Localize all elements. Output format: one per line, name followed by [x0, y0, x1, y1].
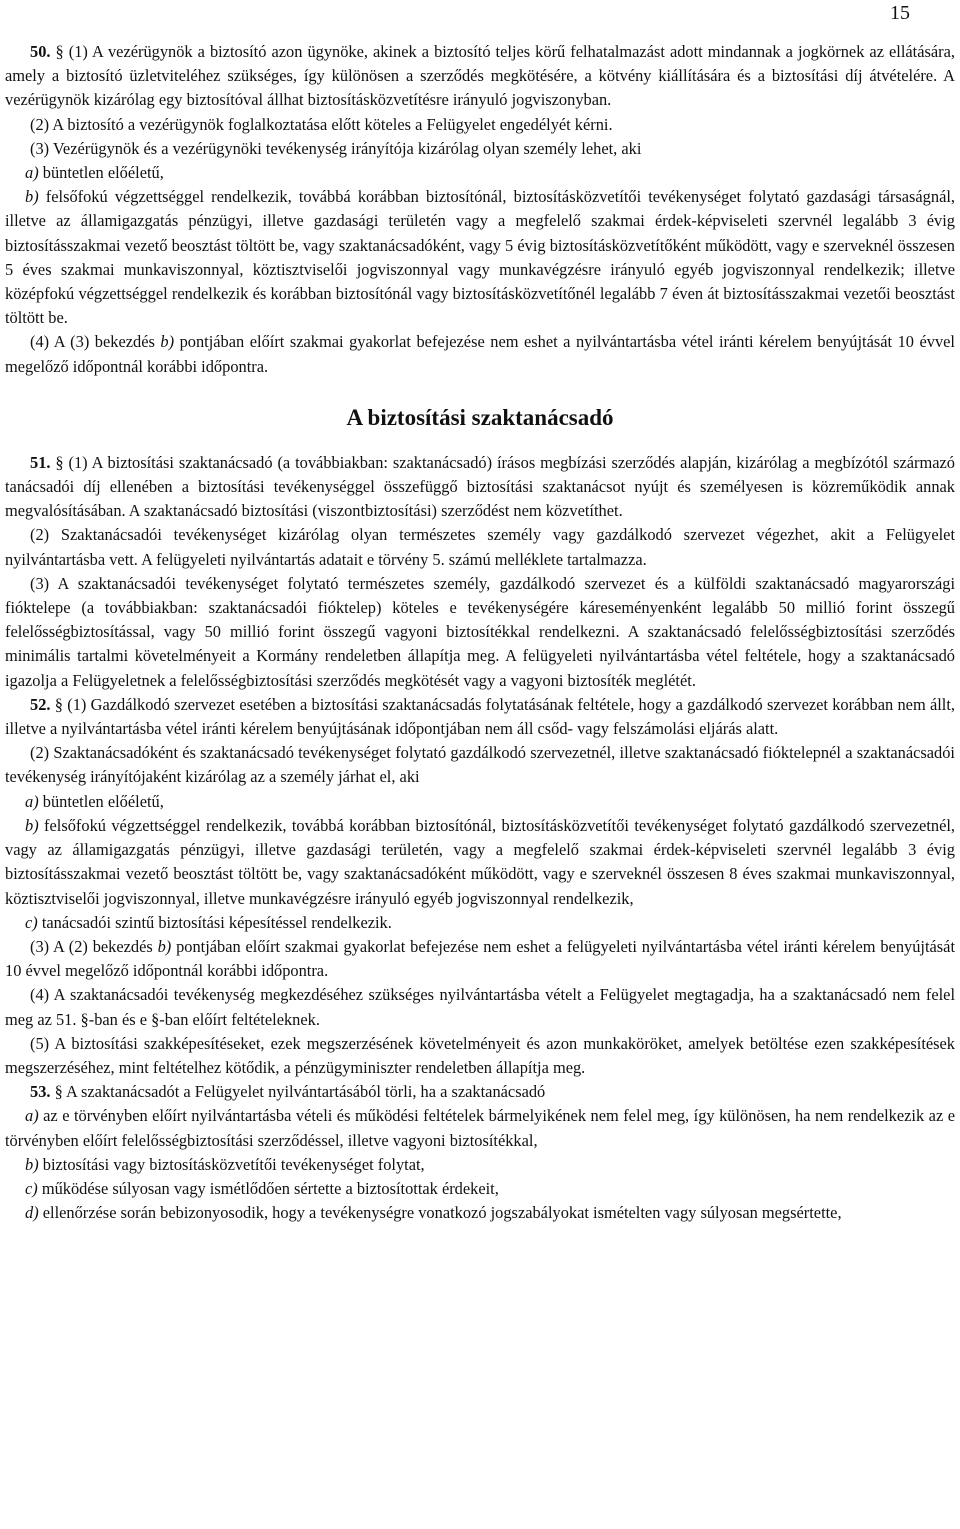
paragraph — [5, 790, 955, 814]
paragraph — [5, 451, 955, 524]
section-number: 53. — [30, 1082, 51, 1102]
paragraph-text: (2) A biztosító a vezérügynök foglalkoztatása előtt köteles a Felügyelet engedélyét kérni. — [30, 114, 613, 134]
paragraph — [5, 40, 955, 113]
paragraph — [5, 1104, 955, 1152]
paragraph-text: felsőfokú végzettséggel rendelkezik, továbbá korábban biztosítónál, biztosításközvetítői tevékenységet folytató gazdálkodó szervezetnél, vagy az államigazgatás pénzügyi, illetve gazdasági területén, vagy a megfelelő szakmai érdek-képviseleti szervnél legalább 3 évig biztosításszakmai vezető beosztást töltött be, vagy szaktanácsadóként működött, vagy e szerveknél összesen 8 éves szakmai munkaviszonnyal, köztisztviselői jogviszonnyal, illetve munkavégzésre irányuló egyéb jogviszonnyal rendelkezik, — [5, 815, 955, 908]
paragraph — [5, 113, 955, 137]
paragraph — [5, 935, 955, 983]
paragraph — [5, 1201, 955, 1225]
paragraph-text: (4) A szaktanácsadói tevékenység megkezdéséhez szükséges nyilvántartásba vételt a Felügyelet megtagadja, ha a szaktanácsadó nem felel meg az 51. §-ban és e §-ban előírt feltételeknek. — [5, 985, 955, 1029]
paragraph-text: (2) Szaktanácsadóként és szaktanácsadó tevékenységet folytató gazdálkodó szervezetnél, illetve szaktanácsadó fióktelepnél a szaktanácsadói tevékenység irányítójaként kizárólag az a személy járhat el, aki — [5, 743, 955, 787]
section-heading: A biztosítási szaktanácsadó — [346, 404, 614, 430]
paragraph — [5, 983, 955, 1031]
paragraph — [5, 185, 955, 330]
point-reference: b) — [160, 332, 175, 352]
paragraph — [5, 911, 955, 935]
paragraph — [5, 161, 955, 185]
paragraph — [5, 693, 955, 741]
document-body — [5, 40, 955, 1225]
paragraph-text: § (1) A vezérügynök a biztosító azon ügynöke, akinek a biztosító teljes körű felhatalmazást adott mindannak a jogkörnek az ellátására, amely a biztosító üzletviteléhez szükséges, így különösen a szerződés megkötésére, a kötvény kiállítására és a biztosítási díj átvételére. A vezérügynök kizárólag egy biztosítóval állhat biztosításközvetítésre irányuló jogviszonyban. — [5, 42, 955, 110]
paragraph — [5, 1032, 955, 1080]
paragraph-text: ellenőrzése során bebizonyosodik, hogy a tevékenységre vonatkozó jogszabályokat ismételten vagy súlyosan megsértette, — [38, 1203, 842, 1223]
paragraph-text: (3) A (2) bekezdés — [30, 936, 158, 956]
point-letter: a) — [25, 791, 39, 811]
paragraph — [5, 137, 955, 161]
paragraph-text: (5) A biztosítási szakképesítéseket, ezek megszerzésének követelményeit és azon munkaköröket, amelyek betöltése ezen szakképesítések megszerzéséhez, mint feltételhez kötődik, a pénzügyminiszter rendeletben állapítja meg. — [5, 1033, 955, 1077]
section-number: 51. — [30, 452, 51, 472]
page-number: 15 — [890, 2, 910, 24]
paragraph-text: pontjában előírt szakmai gyakorlat befejezése nem eshet a felügyeleti nyilvántartásba vétel iránti kérelem benyújtását 10 évvel megelőző időpontnál korábbi időpontra. — [5, 936, 955, 981]
point-letter: a) — [25, 1106, 39, 1126]
paragraph-text: pontjában előírt szakmai gyakorlat befejezése nem eshet a nyilvántartásba vétel iránti kérelem benyújtását 10 évvel megelőző időpontnál korábbi időpontra. — [5, 332, 955, 376]
paragraph-text: (4) A (3) bekezdés — [30, 332, 161, 352]
paragraph-text: büntetlen előéletű, — [38, 791, 164, 811]
paragraph-text: az e törvényben előírt nyilvántartásba vételi és működési feltételek bármelyikének nem felel meg, így különösen, ha nem rendelkezik az e törvényben előírt felelősségbiztosítási szerződéssel, illetve vagyoni biztosítékkal, — [5, 1106, 955, 1150]
paragraph-text: tanácsadói szintű biztosítási képesítéssel rendelkezik. — [37, 912, 392, 932]
paragraph-text: büntetlen előéletű, — [38, 163, 164, 183]
sections-51-53 — [5, 451, 955, 1226]
section-number: 50. — [30, 42, 51, 61]
paragraph — [5, 523, 955, 571]
point-letter: c) — [25, 1178, 38, 1198]
point-letter: b) — [25, 815, 39, 835]
paragraph-text: (2) Szaktanácsadói tevékenységet kizárólag olyan természetes személy vagy gazdálkodó szervezet végezhet, akit a Felügyelet nyilvántartásba vett. A felügyeleti nyilvántartás adatait e törvény 5. számú melléklete tartalmazza. — [5, 525, 955, 569]
paragraph-text: § (1) Gazdálkodó szervezet esetében a biztosítási szaktanácsadás folytatásának feltétele, hogy a gazdálkodó szervezet korábban nem állt, illetve a nyilvántartásba vétel iránti kérelem benyújtásának időpontjában nem áll csőd- vagy felszámolási eljárás alatt. — [5, 694, 955, 739]
paragraph-text: § A szaktanácsadót a Felügyelet nyilvántartásából törli, ha a szaktanácsadó — [50, 1082, 546, 1102]
paragraph — [5, 330, 955, 378]
paragraph — [5, 1080, 955, 1104]
paragraph — [5, 572, 955, 693]
paragraph — [5, 814, 955, 911]
paragraph-text: (3) Vezérügynök és a vezérügynöki tevékenység irányítója kizárólag olyan személy lehet, aki — [30, 138, 642, 158]
point-letter: b) — [25, 1154, 39, 1174]
paragraph — [5, 1153, 955, 1177]
point-letter: b) — [25, 187, 39, 207]
paragraph — [5, 741, 955, 789]
point-letter: a) — [25, 163, 39, 183]
paragraph-text: § (1) A biztosítási szaktanácsadó (a továbbiakban: szaktanácsadó) írásos megbízási szerződés alapján, kizárólag a megbízótól származó tanácsadói díj ellenében a biztosítási tevékenységgel összefüggő biztosítási szaktanácsot nyújt és személyesen is közreműködik annak megvalósításában. A szaktanácsadó biztosítási (viszontbiztosítási) szerződést nem közvetíthet. — [5, 452, 955, 521]
paragraph-text: biztosítási vagy biztosításközvetítői tevékenységet folytat, — [38, 1154, 425, 1174]
paragraph-text: működése súlyosan vagy ismétlődően sértette a biztosítottak érdekeit, — [37, 1178, 499, 1198]
point-letter: d) — [25, 1203, 39, 1223]
paragraph — [5, 1177, 955, 1201]
section-number: 52. — [30, 694, 51, 714]
paragraph-text: (3) A szaktanácsadói tevékenységet folytató természetes személy, gazdálkodó szervezet és a külföldi szaktanácsadó magyarországi fióktelepe (a továbbiakban: szaktanácsadói fióktelep) köteles e tevékenységére káreseményenként legalább 50 millió forint összegű felelősségbiztosítással, vagy 50 millió forint összegű vagyoni biztosítékkal rendelkezni. A szaktanácsadó felelősségbiztosítási szerződés minimális tartalmi követelményeit a Kormány rendeletben állapítja meg. A felügyeleti nyilvántartásba vétel feltétele, hogy a szaktanácsadó igazolja a Felügyeletnek a felelősségbiztosítási szerződés megkötését vagy a vagyoni biztosíték meglétét. — [5, 573, 955, 690]
paragraph-text: felsőfokú végzettséggel rendelkezik, továbbá korábban biztosítónál, biztosításközvetítői tevékenységet folytató gazdasági társaságnál, illetve az államigazgatás pénzügyi, illetve gazdasági területén vagy a megfelelő szakmai érdek-képviseleti szervnél legalább 3 évig biztosításszakmai vezető beosztást töltött be, vagy szaktanácsadóként, vagy 5 évig biztosításközvetítőként működött, vagy e szerveknél összesen 5 éves szakmai munkaviszonnyal, köztisztviselői jogviszonnyal vagy munkavégzésre irányuló egyéb jogviszonnyal rendelkezik; illetve középfokú végzettséggel rendelkezik és korábban biztosítónál vagy biztosításközvetítőnél legalább 7 éven át biztosításszakmai vezetői beosztást töltött be. — [5, 187, 955, 328]
point-reference: b) — [157, 936, 172, 956]
section-50 — [5, 40, 955, 379]
point-letter: c) — [25, 912, 38, 932]
